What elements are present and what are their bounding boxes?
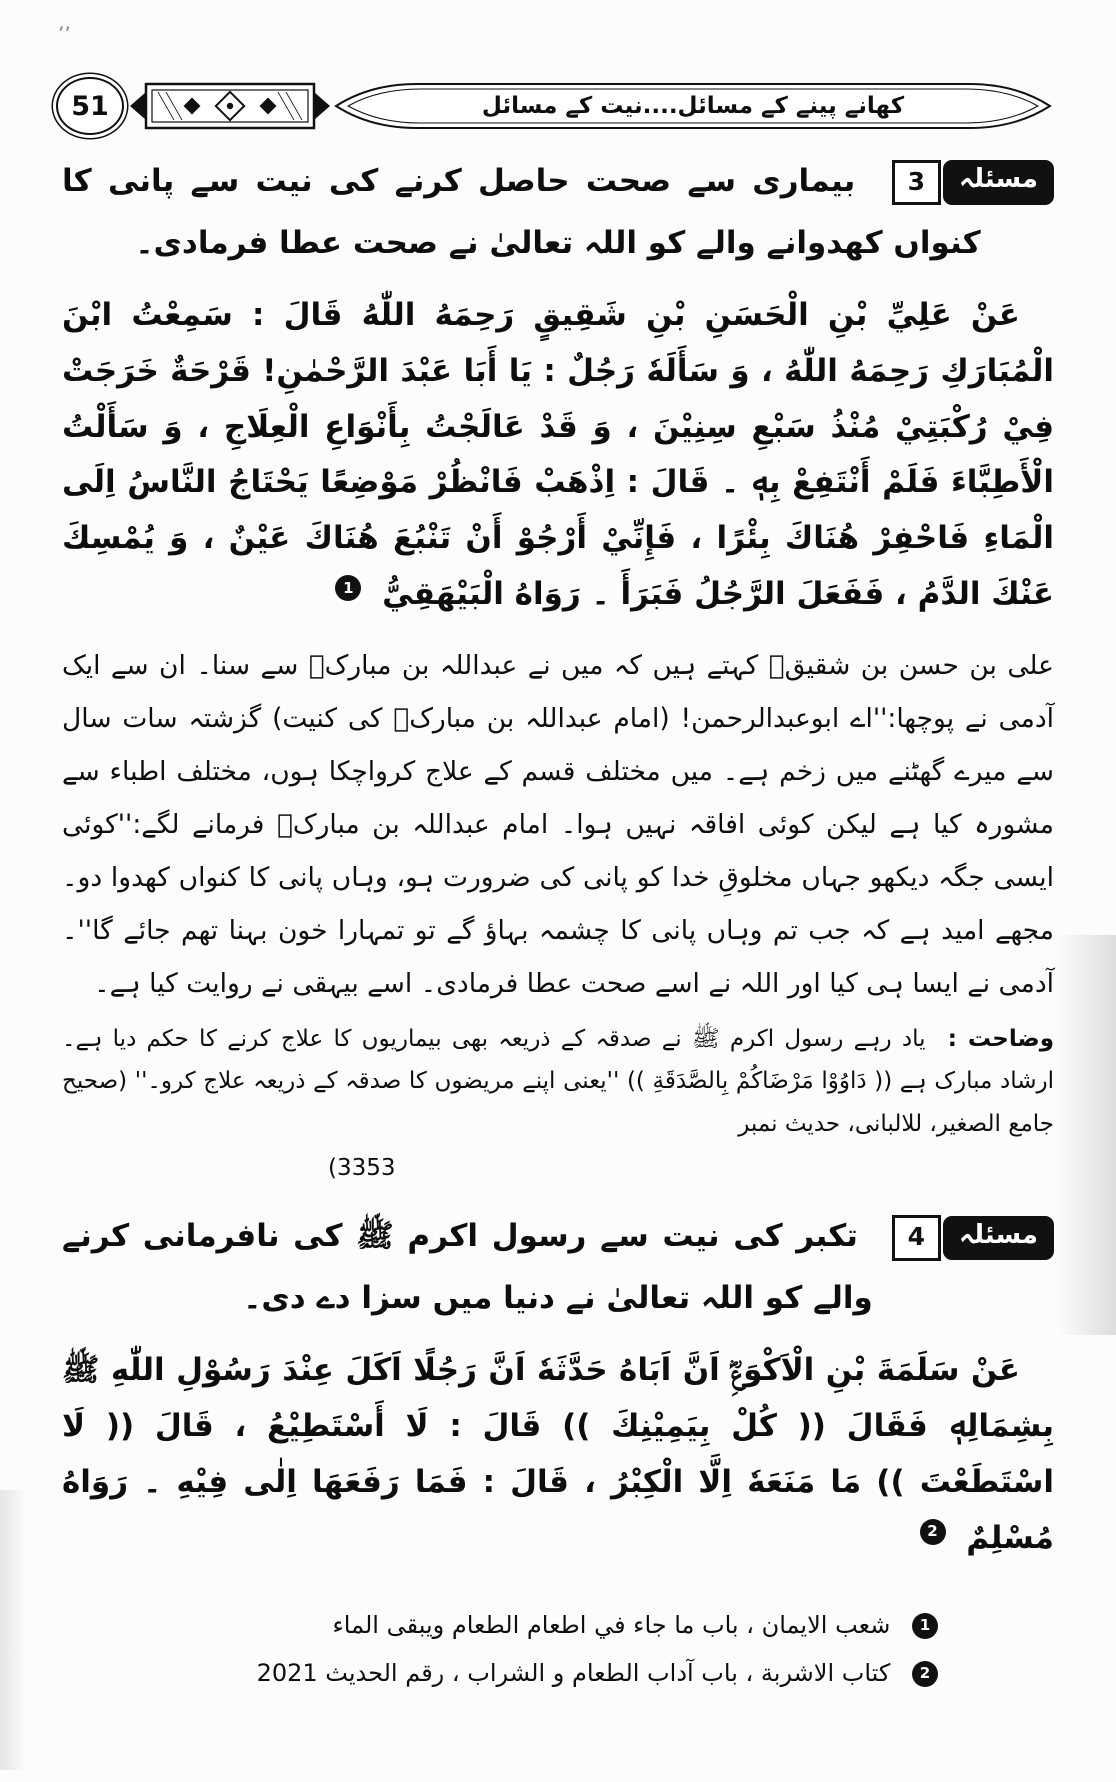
issue-3-badge <box>892 160 1054 206</box>
footnote-ref-2-icon: 2 <box>920 1519 946 1545</box>
scan-specks: ٬٬ <box>58 22 71 46</box>
footnote-ref-1-icon: 1 <box>335 575 361 601</box>
issue-3-badge-label: مسئلہ <box>943 160 1054 204</box>
page-header <box>0 74 1116 138</box>
hadith-arabic-2 <box>62 1343 1054 1566</box>
scan-smudge-left <box>0 1490 26 1770</box>
hadith-reference-number: (3353 <box>328 1155 396 1182</box>
page-number-badge <box>56 77 124 135</box>
scan-smudge-right <box>1058 935 1116 1335</box>
hadith-arabic-2-text: عَنْ سَلَمَةَ بْنِ الْاَكْوَعِؓ اَنَّ اَبَاهُ حَدَّثَهٗ اَنَّ رَجُلًا اَكَلَ عِنْدَ رَسُوْلِ اللّٰهِ ﷺ بِشِمَالِهٖ فَقَالَ (( كُلْ بِيَمِيْنِكَ )) قَالَ : لَا أَسْتَطِيْعُ ، قَالَ (( لَا اسْتَطَعْتَ )) مَا مَنَعَهٗ اِلَّا الْكِبْرُ ، قَالَ : فَمَا رَفَعَهَا اِلٰى فِيْهِ ۔ رَوَاهُ مُسْلِمٌ <box>62 1352 1054 1556</box>
footnote-2-marker-icon: 2 <box>912 1661 938 1687</box>
page-number: 51 <box>71 90 109 122</box>
footnotes-section <box>62 1601 1054 1697</box>
header-ornament <box>128 79 332 133</box>
hadith-arabic-1-text: عَنْ عَلِيِّ بْنِ الْحَسَنِ بْنِ شَقِيقٍ رَحِمَهُ اللّٰهُ قَالَ : سَمِعْتُ ابْنَ الْمُبَارَكِ رَحِمَهُ اللّٰهُ ، وَ سَأَلَهٗ رَجُلٌ : يَا أَبَا عَبْدَ الرَّحْمٰنِ! قَرْحَةٌ خَرَجَتْ فِيْ رُكْبَتِيْ مُنْذُ سَبْعِ سِنِيْنَ ، وَ قَدْ عَالَجْتُ بِأَنْوَاعِ الْعِلَاجِ ، وَ سَأَلْتُ الْأَطِبَّاءَ فَلَمْ أَنْتَفِعْ بِهٖ ۔ قَالَ : اِذْهَبْ فَانْظُرْ مَوْضِعًا يَحْتَاجُ النَّاسُ اِلَى الْمَاءِ فَاحْفِرْ هُنَاكَ بِئْرًا ، فَإِنِّيْ أَرْجُوْ أَنْ تَنْبُعَ هُنَاكَ عَيْنٌ ، وَ يُمْسِكَ عَنْكَ الدَّمُ ، فَفَعَلَ الرَّجُلُ فَبَرَأَ ۔ رَوَاهُ الْبَيْهَقِيُّ <box>62 297 1054 612</box>
chapter-title: کھانے پینے کے مسائل....نیت کے مسائل <box>481 93 905 119</box>
issue-3-badge-number: 3 <box>892 160 941 206</box>
footnote-1-text: شعب الايمان ، باب ما جاء في اطعام الطعام ويبقى الماء <box>332 1610 891 1639</box>
issue-4-heading-text: تکبر کی نیت سے رسول اکرم ﷺ کی نافرمانی کرنے والے کو اللہ تعالیٰ نے دنیا میں سزا دے دی۔ <box>62 1218 873 1317</box>
hadith-arabic-1 <box>62 288 1054 623</box>
ornament-graphic <box>128 79 332 133</box>
issue-4-heading <box>62 1205 1054 1329</box>
explanation-label: وضاحت : <box>947 1025 1054 1052</box>
issue-4-badge-number: 4 <box>892 1215 941 1261</box>
explanation <box>62 1018 1054 1146</box>
page-content <box>62 150 1054 1697</box>
header-title-cartouche <box>330 80 1056 132</box>
issue-3-heading-text: بیماری سے صحت حاصل کرنے کی نیت سے پانی کا کنواں کھدوانے والے کو اللہ تعالیٰ نے صحت عطا فرمادی۔ <box>62 163 981 261</box>
footnote-1 <box>122 1601 938 1649</box>
issue-4-badge-label: مسئلہ <box>943 1216 1054 1260</box>
footnote-2 <box>122 1649 938 1697</box>
issue-4-badge <box>892 1215 1054 1261</box>
explanation-text: یاد رہے رسول اکرم ﷺ نے صدقہ کے ذریعہ بھی بیماریوں کا علاج کرنے کا حکم دیا ہے۔ ارشاد مبارک ہے (( دَاوُوْا مَرْضَاكُمْ بِالصَّدَقَةِ )) ''یعنی اپنے مریضوں کا صدقہ کے ذریعہ علاج کرو۔'' (صحیح جامع الصغیر، للالبانی، حدیث نمبر <box>62 1025 1054 1137</box>
issue-3-heading <box>62 150 1054 274</box>
urdu-translation-1: علی بن حسن بن شقیقؒ کہتے ہیں کہ میں نے عبداللہ بن مبارکؒ سے سنا۔ ان سے ایک آدمی نے پوچھا:''اے ابوعبدالرحمن! (امام عبداللہ بن مبارکؒ کی کنیت) گزشتہ سات سال سے میرے گھٹنے میں زخم ہے۔ میں مختلف قسم کے علاج کرواچکا ہوں، مختلف اطباء سے مشورہ کیا ہے لیکن کوئی افاقہ نہیں ہوا۔ امام عبداللہ بن مبارکؒ فرمانے لگے:''کوئی ایسی جگہ دیکھو جہاں مخلوقِ خدا کو پانی کی ضرورت ہو، وہاں پانی کا کنواں کھدوا دو۔ مجھے امید ہے کہ جب تم وہاں پانی کا چشمہ بہاؤ گے تو تمہارا خون بہنا تھم جائے گا''۔ آدمی نے ایسا ہی کیا اور اللہ نے اسے صحت عطا فرمادی۔ اسے بیہقی نے روایت کیا ہے۔ <box>62 649 1054 999</box>
footnote-1-marker-icon: 1 <box>912 1613 938 1639</box>
footnote-2-text: كتاب الاشربة ، باب آداب الطعام و الشراب ، رقم الحديث 2021 <box>256 1658 891 1687</box>
